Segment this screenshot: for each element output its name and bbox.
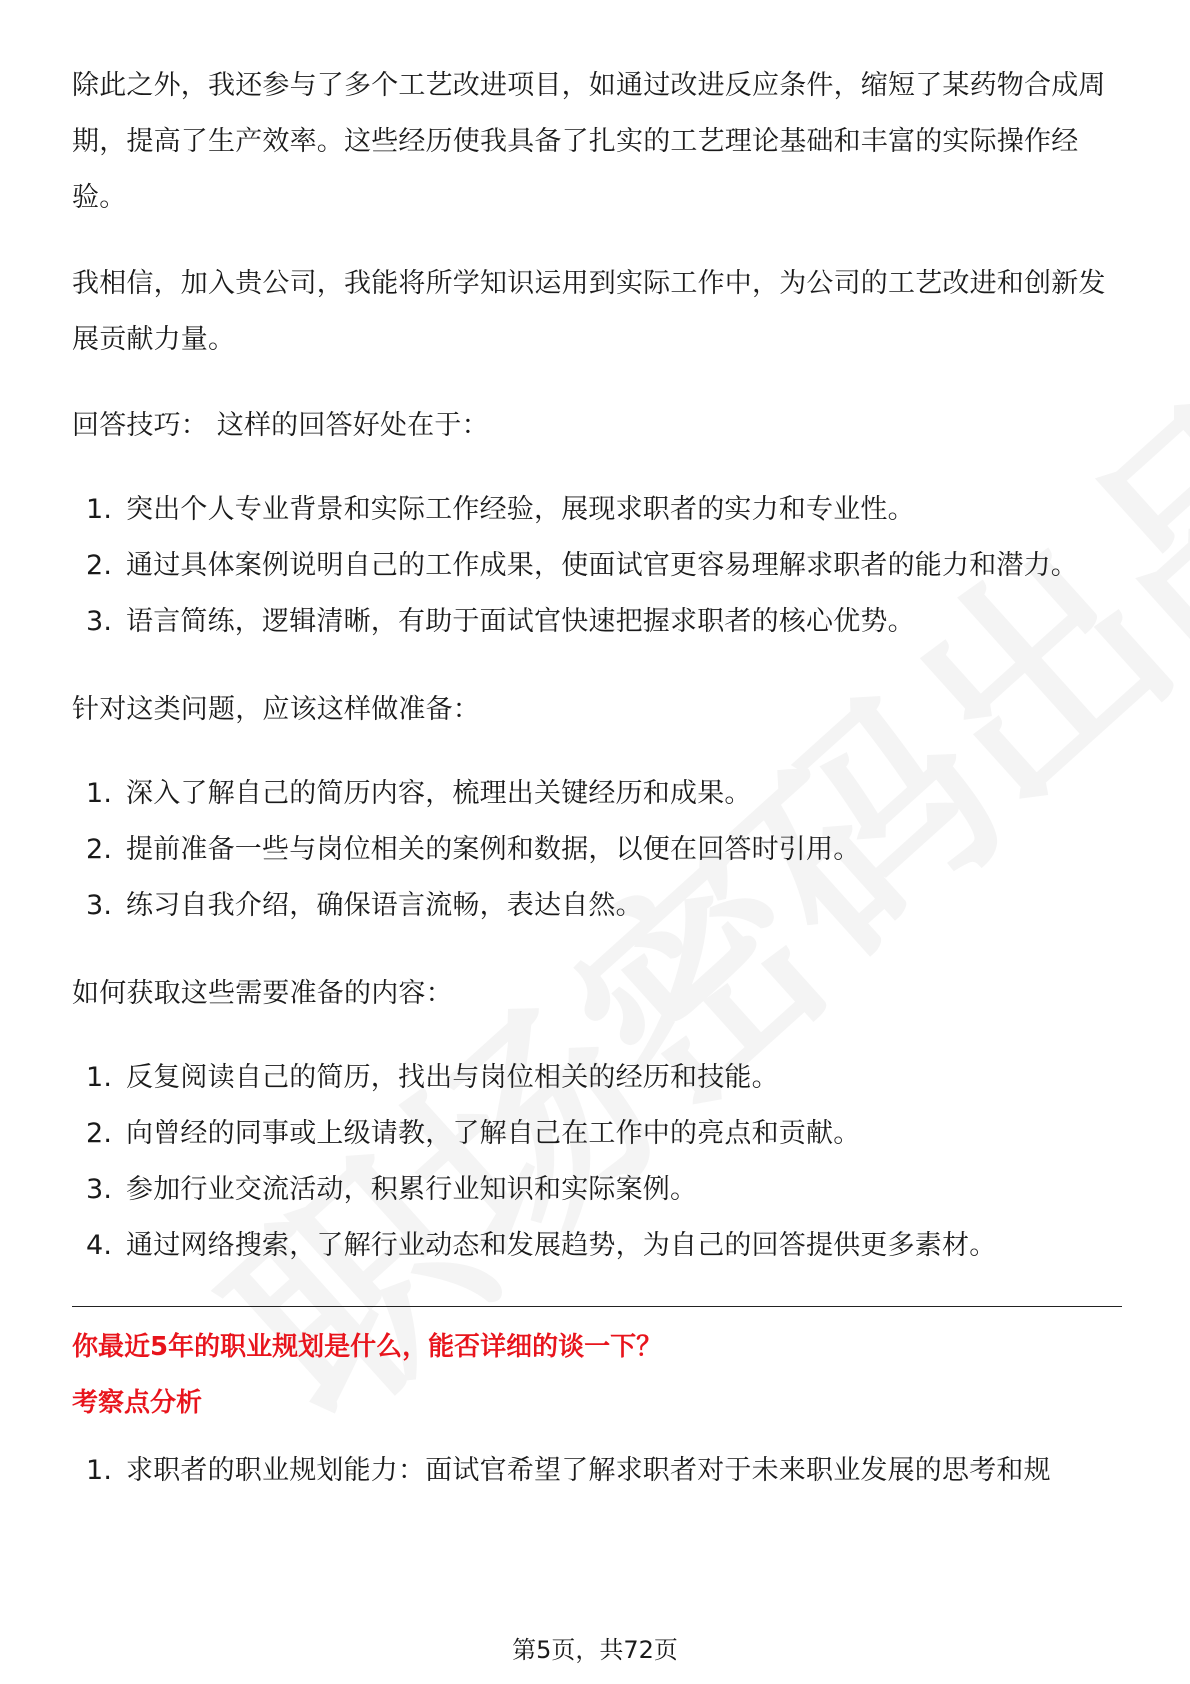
source-heading: 如何获取这些需要准备的内容： bbox=[72, 978, 453, 1009]
paragraph-experience: 除此之外，我还参与了多个工艺改进项目，如通过改进反应条件，缩短了某药物合成周期，提高了生产效率。这些经历使我具备了扎实的工艺理论基础和丰富的实际操作经验。 bbox=[72, 70, 1106, 213]
list-item bbox=[72, 878, 1122, 934]
prep-list bbox=[72, 766, 1122, 934]
list-text: 反复阅读自己的简历，找出与岗位相关的经历和技能。 bbox=[126, 1062, 779, 1093]
page-content bbox=[72, 58, 1122, 1531]
paragraph-belief: 我相信，加入贵公司，我能将所学知识运用到实际工作中，为公司的工艺改进和创新发展贡献力量。 bbox=[72, 268, 1106, 355]
list-text: 深入了解自己的简历内容，梳理出关键经历和成果。 bbox=[126, 778, 752, 809]
list-number: 1. bbox=[86, 778, 113, 809]
list-number: 1. bbox=[86, 1455, 113, 1486]
list-item bbox=[72, 538, 1122, 594]
list-number: 2. bbox=[86, 1118, 113, 1149]
list-item bbox=[72, 1106, 1122, 1162]
list-text: 求职者的职业规划能力：面试官希望了解求职者对于未来职业发展的思考和规 bbox=[126, 1455, 1051, 1486]
list-item bbox=[72, 1050, 1122, 1106]
list-number: 3. bbox=[86, 890, 113, 921]
page-footer: 第5页，共72页 bbox=[512, 1636, 678, 1664]
list-item bbox=[72, 1162, 1122, 1218]
source-list bbox=[72, 1050, 1122, 1274]
analysis-list bbox=[72, 1443, 1122, 1499]
list-number: 2. bbox=[86, 834, 113, 865]
list-text: 提前准备一些与岗位相关的案例和数据，以便在回答时引用。 bbox=[126, 834, 861, 865]
list-text: 突出个人专业背景和实际工作经验，展现求职者的实力和专业性。 bbox=[126, 494, 915, 525]
list-number: 4. bbox=[86, 1230, 113, 1261]
list-text: 语言简练，逻辑清晰，有助于面试官快速把握求职者的核心优势。 bbox=[126, 606, 915, 637]
list-number: 2. bbox=[86, 550, 113, 581]
list-number: 3. bbox=[86, 606, 113, 637]
list-item bbox=[72, 594, 1122, 650]
list-item bbox=[72, 1218, 1122, 1274]
list-item bbox=[72, 822, 1122, 878]
list-text: 通过网络搜索，了解行业动态和发展趋势，为自己的回答提供更多素材。 bbox=[126, 1230, 997, 1261]
list-number: 3. bbox=[86, 1174, 113, 1205]
list-text: 练习自我介绍，确保语言流畅，表达自然。 bbox=[126, 890, 643, 921]
section-divider bbox=[72, 1306, 1122, 1307]
list-number: 1. bbox=[86, 494, 113, 525]
list-text: 通过具体案例说明自己的工作成果，使面试官更容易理解求职者的能力和潜力。 bbox=[126, 550, 1078, 581]
tips-heading: 回答技巧： 这样的回答好处在于： bbox=[72, 410, 489, 441]
list-item bbox=[72, 1443, 1122, 1499]
analysis-heading: 考察点分析 bbox=[72, 1388, 203, 1418]
list-number: 1. bbox=[86, 1062, 113, 1093]
prep-heading: 针对这类问题，应该这样做准备： bbox=[72, 694, 480, 725]
question-title: 你最近5年的职业规划是什么，能否详细的谈一下？ bbox=[72, 1332, 663, 1362]
tips-list bbox=[72, 482, 1122, 650]
list-text: 参加行业交流活动，积累行业知识和实际案例。 bbox=[126, 1174, 698, 1205]
list-item bbox=[72, 766, 1122, 822]
list-text: 向曾经的同事或上级请教，了解自己在工作中的亮点和贡献。 bbox=[126, 1118, 861, 1149]
list-item bbox=[72, 482, 1122, 538]
